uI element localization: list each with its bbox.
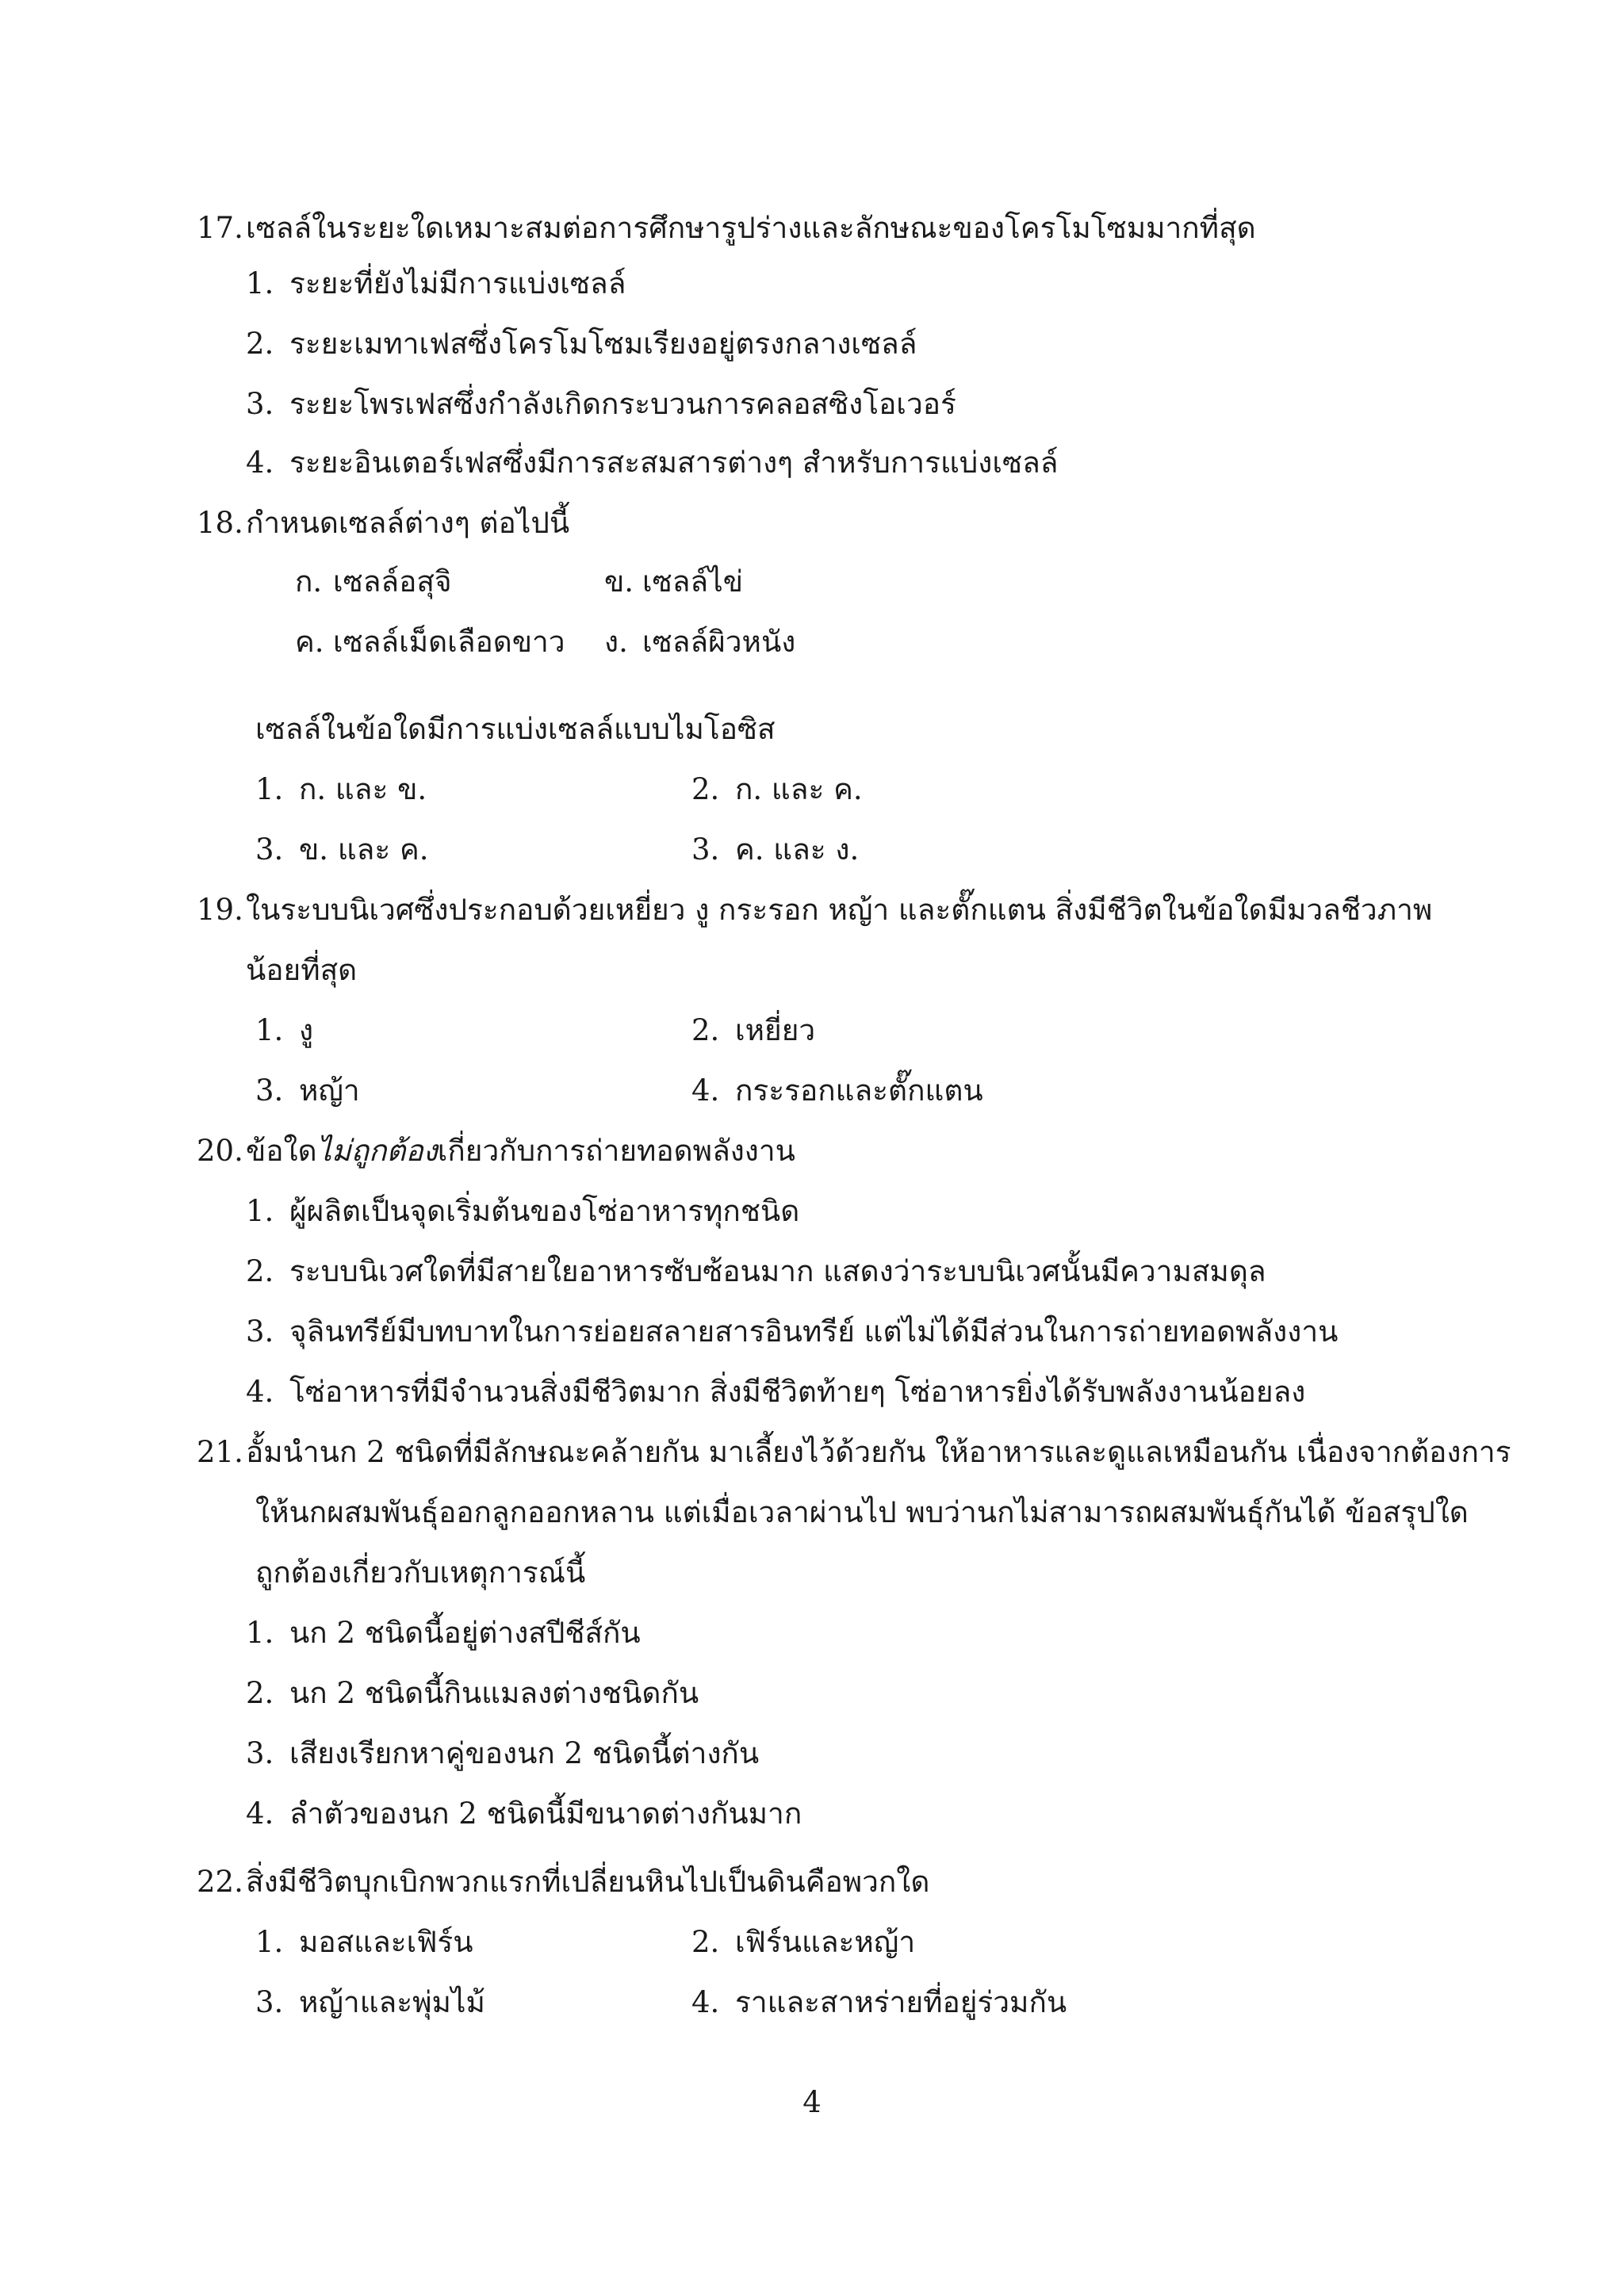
item-text: เซลล์ไข่	[642, 564, 744, 599]
q20-option-3	[246, 1313, 1338, 1351]
option-text: นก 2 ชนิดนี้อยู่ต่างสปีชีส์กัน	[289, 1616, 641, 1650]
question-19-line-2: น้อยที่สุด	[246, 953, 358, 987]
q18-option-1	[255, 771, 427, 809]
question-21-line-2: ให้นกผสมพันธุ์ออกลูกออกหลาน แต่เมื่อเวลาผ่านไป พบว่านกไม่สามารถผสมพันธุ์กันได้ ข้อสรุปใด	[255, 1495, 1469, 1529]
question-number: 17.	[197, 211, 243, 245]
q18-item-c	[295, 623, 565, 661]
option-number: 3.	[255, 832, 284, 867]
option-text: ผู้ผลิตเป็นจุดเริ่มต้นของโซ่อาหารทุกชนิด	[289, 1194, 800, 1228]
q22-option-3	[255, 1984, 485, 2022]
question-21-line-3: ถูกต้องเกี่ยวกับเหตุการณ์นี้	[255, 1556, 586, 1590]
option-text: ราและสาหร่ายที่อยู่ร่วมกัน	[735, 1985, 1067, 2019]
option-text: เสียงเรียกหาคู่ของนก 2 ชนิดนี้ต่างกัน	[289, 1736, 760, 1770]
q17-option-4	[246, 444, 1058, 482]
q18-option-3	[255, 831, 428, 869]
option-text: นก 2 ชนิดนี้กินแมลงต่างชนิดกัน	[289, 1676, 699, 1710]
question-text-line-1: อั้มนำนก 2 ชนิดที่มีลักษณะคล้ายกัน มาเลี้ยงไว้ด้วยกัน ให้อาหารและดูแลเหมือนกัน เนื่องจากต้องการ	[246, 1435, 1511, 1469]
q18-option-4	[691, 831, 859, 869]
option-text: โซ่อาหารที่มีจำนวนสิ่งมีชีวิตมาก สิ่งมีชีวิตท้ายๆ โซ่อาหารยิ่งได้รับพลังงานน้อยลง	[289, 1375, 1306, 1409]
option-text: ระบบนิเวศใดที่มีสายใยอาหารซับซ้อนมาก แสดงว่าระบบนิเวศนั้นมีความสมดุล	[289, 1254, 1266, 1288]
q18-option-2	[691, 771, 863, 809]
item-letter: ข.	[604, 564, 634, 599]
item-letter: ค.	[295, 625, 324, 659]
q17-option-1	[246, 265, 626, 303]
option-text: หญ้าและพุ่มไม้	[299, 1985, 485, 2019]
item-letter: ก.	[295, 564, 323, 599]
option-text: ระยะเมทาเฟสซึ่งโครโมโซมเรียงอยู่ตรงกลางเซลล์	[289, 327, 917, 361]
item-letter: ง.	[604, 625, 628, 659]
option-number: 3.	[246, 387, 274, 421]
option-text: กระรอกและตั๊กแตน	[735, 1073, 983, 1108]
question-text: กำหนดเซลล์ต่างๆ ต่อไปนี้	[246, 506, 570, 540]
q18-item-b	[604, 563, 743, 601]
item-text: เซลล์ผิวหนัง	[642, 625, 796, 659]
question-text-after: เกี่ยวกับการถ่ายทอดพลังงาน	[437, 1134, 795, 1168]
question-text-before: ข้อใด	[246, 1134, 317, 1168]
option-text: ข. และ ค.	[299, 832, 429, 867]
q21-option-1	[246, 1614, 641, 1652]
q18-item-d	[604, 623, 795, 661]
option-number: 2.	[691, 1013, 720, 1047]
question-number: 21.	[197, 1435, 243, 1469]
option-number: 2.	[691, 772, 720, 806]
option-number: 4.	[246, 1797, 274, 1831]
option-number: 1.	[255, 772, 284, 806]
option-number: 4.	[691, 1985, 720, 2019]
question-text: สิ่งมีชีวิตบุกเบิกพวกแรกที่เปลี่ยนหินไปเป็นดินคือพวกใด	[246, 1865, 930, 1899]
question-number: 20.	[197, 1134, 243, 1168]
q22-option-1	[255, 1923, 473, 1961]
question-text-line-1: ในระบบนิเวศซึ่งประกอบด้วยเหยี่ยว งู กระรอก หญ้า และตั๊กแตน สิ่งมีชีวิตในข้อใดมีมวลชีวภาพ	[246, 893, 1433, 927]
option-number: 2.	[246, 1676, 274, 1710]
question-text-emphasis: ไม่ถูกต้อง	[316, 1134, 438, 1168]
q17-option-2	[246, 325, 917, 363]
option-text: ก. และ ค.	[735, 772, 863, 806]
question-22	[197, 1863, 929, 1901]
option-text: หญ้า	[299, 1073, 360, 1108]
q22-option-2	[691, 1923, 915, 1961]
q21-option-2	[246, 1674, 699, 1712]
option-number: 3.	[255, 1985, 284, 2019]
question-18	[197, 504, 569, 542]
option-number: 2.	[246, 327, 274, 361]
option-text: ระยะโพรเฟสซึ่งกำลังเกิดกระบวนการคลอสซิงโอเวอร์	[289, 387, 956, 421]
question-20	[197, 1132, 795, 1170]
option-text: เหยี่ยว	[735, 1013, 816, 1047]
question-21	[197, 1433, 1511, 1471]
option-text: มอสและเฟิร์น	[299, 1925, 473, 1959]
q19-option-1	[255, 1012, 313, 1050]
option-number: 4.	[691, 1073, 720, 1108]
question-number: 19.	[197, 893, 243, 927]
item-text: เซลล์อสุจิ	[333, 564, 452, 599]
option-number: 1.	[246, 266, 274, 300]
option-text: ระยะที่ยังไม่มีการแบ่งเซลล์	[289, 266, 626, 300]
q21-option-3	[246, 1735, 759, 1773]
item-text: เซลล์เม็ดเลือดขาว	[333, 625, 565, 659]
option-number: 2.	[691, 1925, 720, 1959]
q18-prompt: เซลล์ในข้อใดมีการแบ่งเซลล์แบบไมโอซิส	[255, 712, 776, 746]
option-number: 3.	[246, 1736, 274, 1770]
q19-option-3	[255, 1072, 360, 1110]
option-text: จุลินทรีย์มีบทบาทในการย่อยสลายสารอินทรีย์ แต่ไม่ได้มีส่วนในการถ่ายทอดพลังงาน	[289, 1314, 1339, 1349]
option-number: 3.	[691, 832, 720, 867]
option-number: 1.	[255, 1925, 284, 1959]
option-number: 1.	[246, 1194, 274, 1228]
question-number: 22.	[197, 1865, 243, 1899]
option-number: 2.	[246, 1254, 274, 1288]
q21-option-4	[246, 1795, 802, 1833]
question-17	[197, 209, 1256, 247]
page-number: 4	[802, 2085, 822, 2119]
q18-item-a	[295, 563, 452, 601]
question-number: 18.	[197, 506, 243, 540]
option-text: ค. และ ง.	[735, 832, 860, 867]
q20-option-2	[246, 1253, 1266, 1291]
option-number: 3.	[255, 1073, 284, 1108]
option-number: 1.	[246, 1616, 274, 1650]
q20-option-1	[246, 1192, 799, 1230]
option-text: เฟิร์นและหญ้า	[735, 1925, 916, 1959]
option-number: 4.	[246, 446, 274, 480]
question-text: เซลล์ในระยะใดเหมาะสมต่อการศึกษารูปร่างและลักษณะของโครโมโซมมากที่สุด	[246, 211, 1256, 245]
option-text: งู	[299, 1013, 314, 1047]
q19-option-4	[691, 1072, 983, 1110]
option-number: 4.	[246, 1375, 274, 1409]
option-text: ลำตัวของนก 2 ชนิดนี้มีขนาดต่างกันมาก	[289, 1797, 802, 1831]
q17-option-3	[246, 385, 956, 423]
option-number: 1.	[255, 1013, 284, 1047]
q19-option-2	[691, 1012, 815, 1050]
q22-option-4	[691, 1984, 1067, 2022]
option-text: ระยะอินเตอร์เฟสซึ่งมีการสะสมสารต่างๆ สำหรับการแบ่งเซลล์	[289, 446, 1059, 480]
option-number: 3.	[246, 1314, 274, 1349]
question-19	[197, 891, 1432, 929]
q20-option-4	[246, 1373, 1305, 1411]
option-text: ก. และ ข.	[299, 772, 427, 806]
